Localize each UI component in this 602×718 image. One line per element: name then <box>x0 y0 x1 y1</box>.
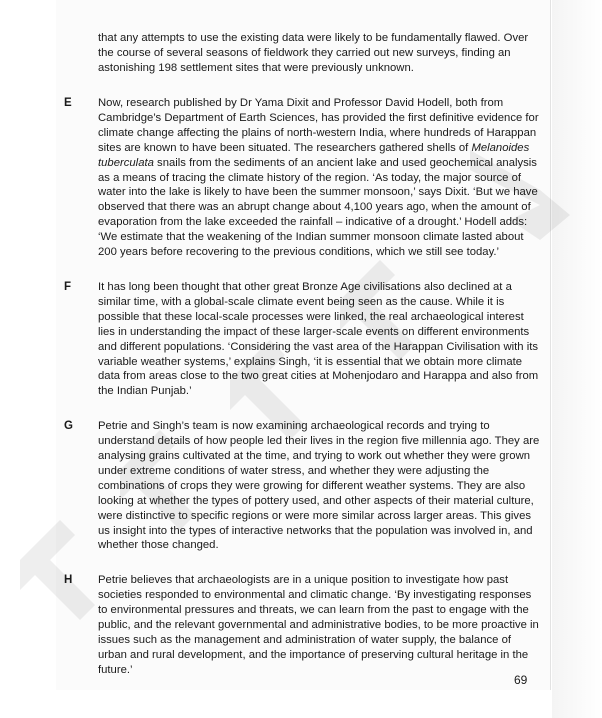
section-text-f: It has long been thought that other great Bronze Age civilisations also declined at a similar time, with a global-scale climate event being seen as the cause. While it is possible that these local-scale processes were linked, the real archaeological interest lies in understanding the impact of these larger-scale events on different environments and different populations. ‘Considering the vast area of the Harappan Civilisation with its variable weather systems,’ explains Singh, ‘it is essential that we obtain more climate data from areas close to the two great cities at Mohenjodaro and Harappa and also from the Indian Punjab.’ <box>98 280 539 398</box>
section-e-text-before: Now, research published by Dr Yama Dixit and Professor David Hodell, both from Cambridge’s Department of Earth Sciences, has provided the first definitive evidence for climate change affecting the plains of north-western India, where hundreds of Harappan sites are known to have been situated. The researchers gathered shells of <box>98 97 539 154</box>
section-f <box>64 280 540 399</box>
section-text-e <box>98 96 540 260</box>
document-body <box>64 20 540 698</box>
page-edge <box>552 0 602 718</box>
section-letter-g: G <box>64 420 73 433</box>
section-letter-h: H <box>64 574 73 587</box>
section-letter-f: F <box>64 280 72 293</box>
section-h <box>64 573 540 677</box>
section-g <box>64 419 540 553</box>
section-e-text-after: snails from the sediments of an ancient lake and used geochemical analysis as a means of tracing the climate history of the region. ‘As today, the major source of water into the lake is likely to have been the summer monsoon,’ says Dixit. ‘But we have observed that there was an abrupt change about 4,100 years ago, when the amount of evaporation from the lake exceeded the rainfall – indicative of a drought.’ Hodell adds: ‘We estimate that the weakening of the Indian summer monsoon climate lasted about 200 years before recovering to the previous conditions, which we still see today.’ <box>98 156 538 259</box>
section-letter-e: E <box>64 97 72 110</box>
section-e <box>64 96 540 260</box>
section-text-g: Petrie and Singh’s team is now examining archaeological records and trying to understand details of how people led their lives in the region five millennia ago. They are analysing grains cultivated at the time, and trying to work out whether they were grown under extreme conditions of water stress, and whether they were adjusting the combinations of crops they were growing for different weather systems. They are also looking at whether the types of pottery used, and other aspects of their material culture, were distinctive to specific regions or were more similar across larger areas. This gives us insight into the types of interactive networks that the population was involved in, and whether those changed. <box>98 420 540 552</box>
intro-paragraph: that any attempts to use the existing data were likely to be fundamentally flawed. Over the course of several seasons of fieldwork they carried out new surveys, finding an astonishing 198 settlement sites that were previously unknown. <box>98 32 529 75</box>
species-name: Melanoides tuberculata <box>98 141 530 169</box>
page-number: 69 <box>514 673 528 687</box>
section-text-h: Petrie believes that archaeologists are in a unique position to investigate how past societies responded to environmental and climatic change. ‘By investigating responses to environmental pressures and threats, we can learn from the past to engage with the public, and the relevant governmental and administrative bodies, to be more proactive in issues such as the management and administration of water supply, the balance of urban and rural development, and the importance of preserving cultural heritage in the future.’ <box>98 574 539 676</box>
